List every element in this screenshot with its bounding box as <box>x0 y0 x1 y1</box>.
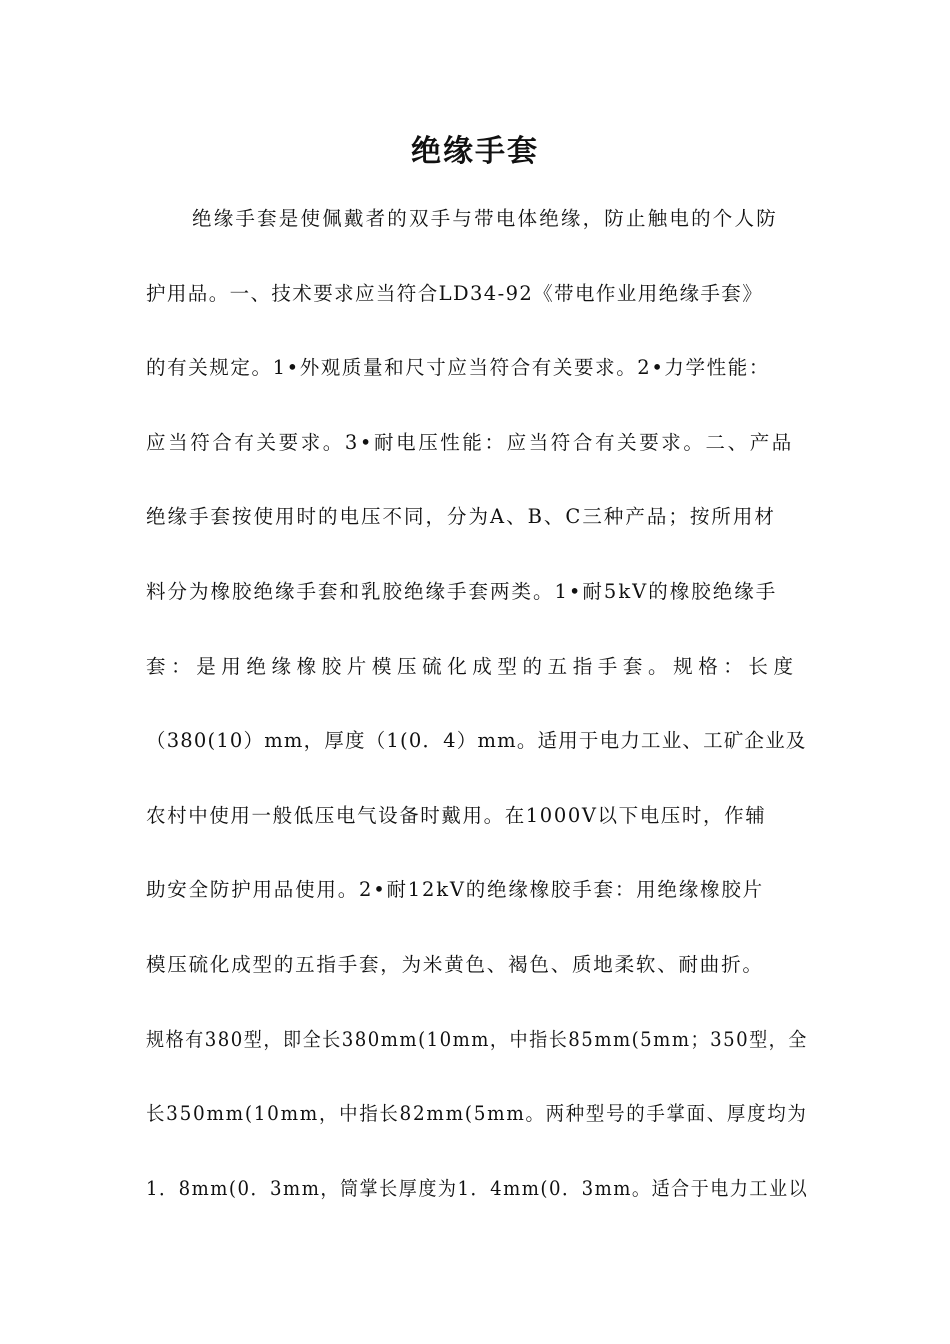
paragraph-line <box>146 1091 808 1166</box>
line-text: 规格有380型，即全长380mm(10mm，中指长85mm(5mm；350型，全 <box>146 1027 808 1051</box>
line-text: 模压硫化成型的五指手套，为米黄色、褐色、质地柔软、耐曲折。 <box>146 952 764 976</box>
paragraph-line <box>146 644 808 719</box>
paragraph-line <box>146 718 808 793</box>
line-text: 1．8mm(0．3mm，筒掌长厚度为1．4mm(0．3mm。适合于电力工业以 <box>146 1176 809 1200</box>
paragraph-line <box>146 345 808 420</box>
paragraph-line <box>146 420 808 495</box>
paragraph-line <box>146 1017 808 1092</box>
paragraph-line <box>146 793 808 868</box>
paragraph-line <box>146 271 808 346</box>
line-text: （380(10）mm，厚度（1(0．4）mm。适用于电力工业、工矿企业及 <box>146 729 807 753</box>
document-title: 绝缘手套 <box>411 134 539 169</box>
document-body <box>146 196 808 1240</box>
paragraph-line <box>146 1166 808 1241</box>
line-text: 套：是用绝缘橡胶片模压硫化成型的五指手套。规格：长度 <box>146 654 799 678</box>
paragraph-line <box>146 196 808 271</box>
paragraph-line <box>146 942 808 1017</box>
line-text: 料分为橡胶绝缘手套和乳胶绝缘手套两类。1•耐5kV的橡胶绝缘手 <box>146 579 778 603</box>
line-text: 农村中使用一般低压电气设备时戴用。在1000V以下电压时，作辅 <box>146 803 767 827</box>
paragraph-line <box>146 569 808 644</box>
line-text: 护用品。一、技术要求应当符合LD34-92《带电作业用绝缘手套》 <box>146 281 764 305</box>
line-text: 长350mm(10mm，中指长82mm(5mm。两种型号的手掌面、厚度均为 <box>146 1102 808 1126</box>
paragraph-line <box>146 867 808 942</box>
paragraph-line <box>146 494 808 569</box>
line-text: 绝缘手套是使佩戴者的双手与带电体绝缘，防止触电的个人防 <box>192 207 778 230</box>
line-text: 绝缘手套按使用时的电压不同，分为A、B、C三种产品；按所用材 <box>146 505 776 529</box>
line-text: 助安全防护用品使用。2•耐12kV的绝缘橡胶手套：用绝缘橡胶片 <box>146 878 764 902</box>
line-text: 应当符合有关要求。3•耐电压性能：应当符合有关要求。二、产品 <box>146 430 794 454</box>
line-text: 的有关规定。1•外观质量和尺寸应当符合有关要求。2•力学性能： <box>146 356 770 380</box>
